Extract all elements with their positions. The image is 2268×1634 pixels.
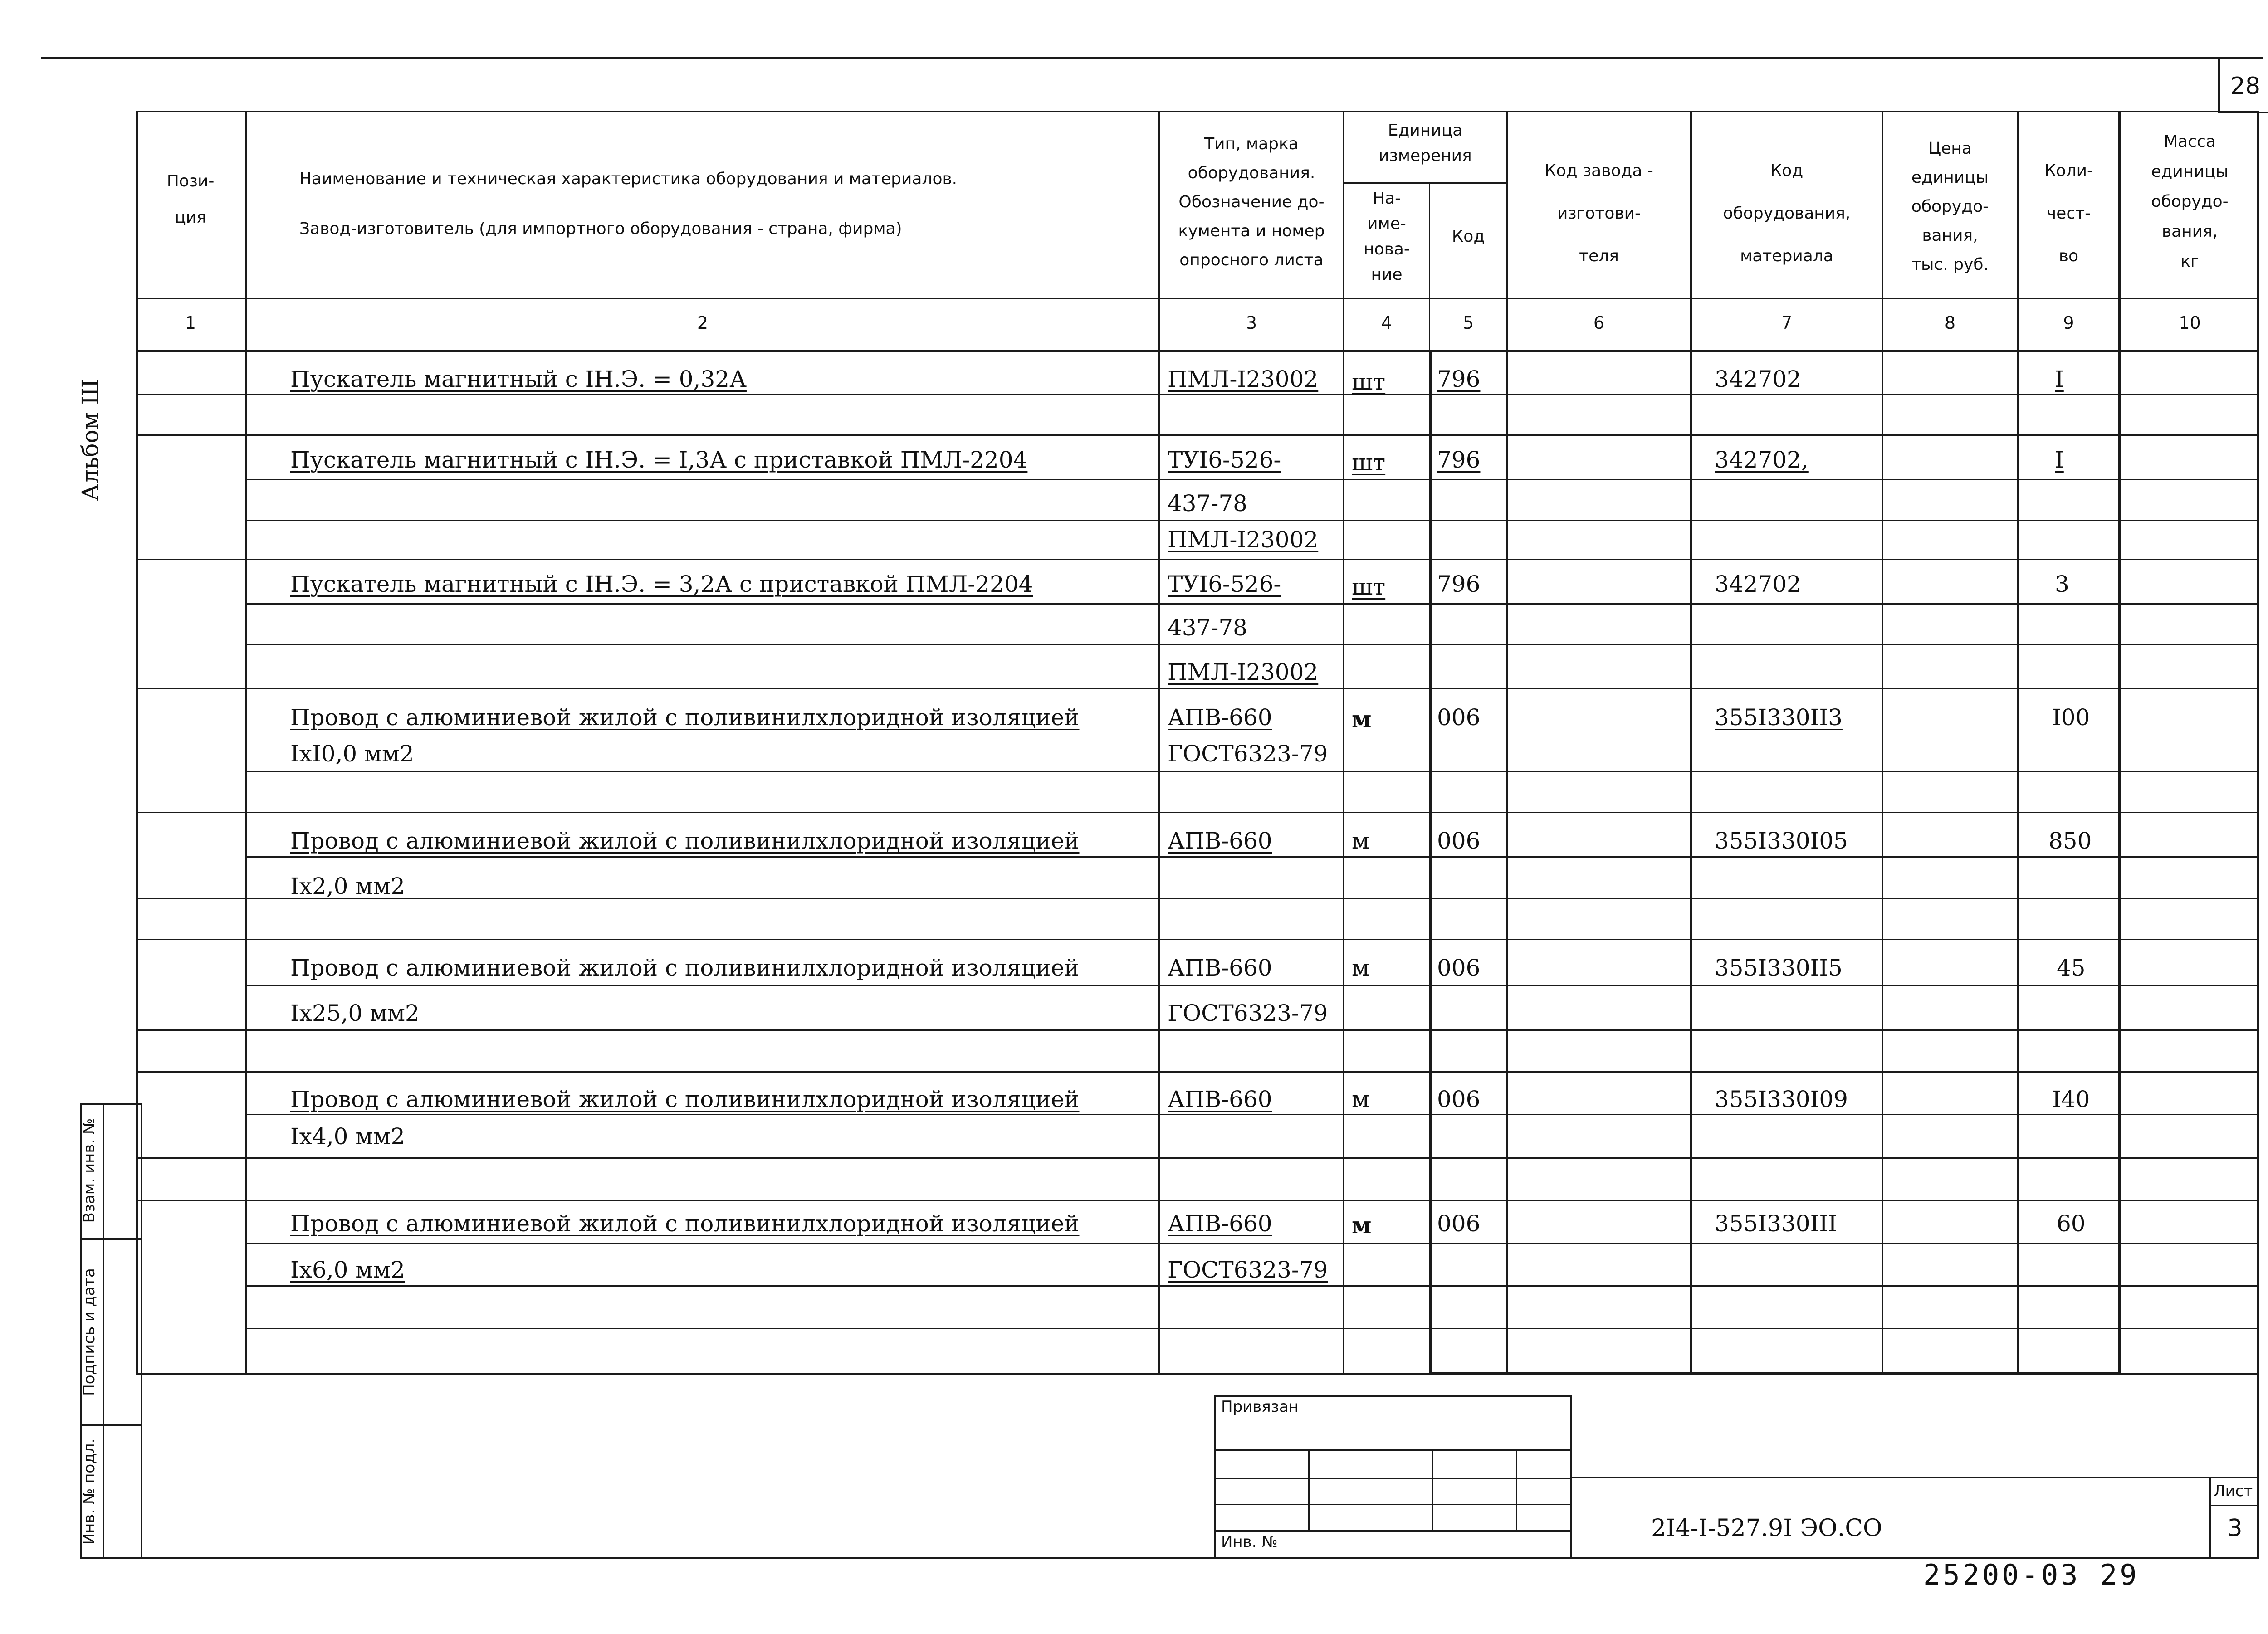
row-type: АПВ-660 xyxy=(1168,1086,1272,1112)
row-unit-code: 796 xyxy=(1437,366,1481,392)
row-unit-code: 006 xyxy=(1437,704,1481,731)
header-unit-group: Единица измерения xyxy=(1378,121,1472,165)
linked-box-col xyxy=(1308,1449,1310,1530)
row-name: Провод с алюминиевой жилой с поливинилхлоридной изоляцией xyxy=(290,828,1080,854)
row-rule xyxy=(247,1114,2259,1115)
row-code: 355I330I09 xyxy=(1715,1086,1848,1112)
row-name: Iх2,0 мм2 xyxy=(290,873,405,899)
row-unit: шт xyxy=(1352,369,1386,395)
row-type: ПМЛ-I23002 xyxy=(1168,527,1319,553)
col-number-7: 7 xyxy=(1781,313,1793,333)
row-unit-code: 006 xyxy=(1437,955,1481,981)
header-type: Тип, марка оборудования. Обозначение до- кумента и номер опросного листа xyxy=(1178,135,1325,269)
col-line-3 xyxy=(1343,111,1344,1374)
row-rule xyxy=(136,1200,2259,1201)
row-type: ГОСТ6323-79 xyxy=(1168,1257,1328,1283)
row-rule xyxy=(247,771,2259,772)
col-number-2: 2 xyxy=(697,313,709,333)
header-unit-code: Код xyxy=(1452,227,1485,246)
header-name: Наименование и техническая характеристика оборудования и материалов. Завод-изготовитель (для импортного оборудования - страна, фирма) xyxy=(299,170,958,238)
row-code: 342702 xyxy=(1715,571,1801,597)
row-rule xyxy=(136,1071,2259,1073)
row-name: Пускатель магнитный с IН.Э. = I,3А с приставкой ПМЛ-2204 xyxy=(290,447,1028,473)
sheet-number: 3 xyxy=(2227,1515,2243,1542)
row-rule xyxy=(247,1243,2259,1244)
col-line-5 xyxy=(1506,111,1508,1374)
side-strip-row-rule xyxy=(80,1238,142,1240)
row-qty: 45 xyxy=(2057,955,2086,981)
row-code: 355I330III xyxy=(1715,1210,1837,1237)
row-type: ПМЛ-I23002 xyxy=(1168,366,1319,392)
row-type: АПВ-660 xyxy=(1168,828,1272,854)
unit-group-rule xyxy=(1343,182,1506,184)
row-type: 437-78 xyxy=(1168,490,1247,517)
row-name: Пускатель магнитный с IН.Э. = 3,2А с приставкой ПМЛ-2204 xyxy=(290,571,1033,597)
row-qty: 60 xyxy=(2057,1210,2086,1237)
row-name: Iх6,0 мм2 xyxy=(290,1257,405,1283)
linked-label: Привязан xyxy=(1221,1398,1299,1416)
col-line-4 xyxy=(1429,182,1430,350)
side-label-signature: Подпись и дата xyxy=(80,1268,98,1396)
page-number-box-left xyxy=(2218,59,2220,112)
doc-code-top-rule xyxy=(1570,1477,2259,1478)
row-unit: м xyxy=(1352,706,1372,732)
col-number-8: 8 xyxy=(1944,313,1956,333)
row-rule xyxy=(247,1285,2259,1287)
row-unit: шт xyxy=(1352,449,1386,476)
side-label-inventory: Инв. № подл. xyxy=(80,1438,98,1545)
row-qty: I xyxy=(2055,447,2064,473)
side-label-replacement: Взам. инв. № xyxy=(80,1118,98,1223)
header-price: Цена единицы оборудо- вания, тыс. руб. xyxy=(1911,139,1989,274)
col-line-4-body xyxy=(1429,350,1432,1374)
sheet-box-rule xyxy=(2209,1505,2259,1506)
row-rule xyxy=(247,856,2259,858)
col-line-1 xyxy=(245,111,247,1374)
row-rule xyxy=(247,985,2259,986)
row-type: ТУI6-526- xyxy=(1168,447,1281,473)
linked-box-rule xyxy=(1214,1530,1572,1532)
row-type: ТУI6-526- xyxy=(1168,571,1281,597)
row-unit-code: 796 xyxy=(1437,571,1481,597)
inventory-number-label: Инв. № xyxy=(1221,1533,1278,1551)
row-type: АПВ-660 xyxy=(1168,955,1272,981)
linked-box-col xyxy=(1516,1449,1517,1530)
row-rule xyxy=(247,603,2259,605)
row-code: 342702 xyxy=(1715,366,1801,392)
row-type: ГОСТ6323-79 xyxy=(1168,741,1328,767)
row-unit-code: 006 xyxy=(1437,828,1481,854)
row-name: Iх4,0 мм2 xyxy=(290,1123,405,1150)
table-bottom-rule xyxy=(136,1373,2259,1375)
row-name: Провод с алюминиевой жилой с поливинилхлоридной изоляцией xyxy=(290,1210,1080,1237)
sheet-label: Лист xyxy=(2214,1482,2253,1500)
row-rule xyxy=(136,394,2259,395)
col-line-8 xyxy=(2017,111,2019,1374)
linked-box-rule xyxy=(1214,1478,1572,1479)
album-label: Альбом Ш xyxy=(77,379,103,501)
header-bottom-rule xyxy=(136,298,2259,299)
col-line-9 xyxy=(2118,111,2121,1374)
header-position: Пози- ция xyxy=(166,172,215,227)
row-qty: I00 xyxy=(2052,704,2090,731)
col-number-9: 9 xyxy=(2063,313,2074,333)
row-unit-code: 006 xyxy=(1437,1086,1481,1112)
row-qty: I40 xyxy=(2052,1086,2090,1112)
row-rule xyxy=(136,1157,2259,1159)
row-code: 355I330II3 xyxy=(1715,704,1843,731)
row-type: АПВ-660 xyxy=(1168,704,1272,731)
linked-box-rule xyxy=(1214,1449,1572,1451)
row-unit: шт xyxy=(1352,574,1386,600)
col-line-6 xyxy=(1690,111,1692,1374)
col-number-1: 1 xyxy=(185,313,196,333)
header-equipment-code: Код оборудования, материала xyxy=(1723,161,1851,265)
row-code: 355I330II5 xyxy=(1715,955,1843,981)
row-rule xyxy=(136,559,2259,560)
row-type: АПВ-660 xyxy=(1168,1210,1272,1237)
row-unit: м xyxy=(1352,828,1369,854)
row-qty: 850 xyxy=(2048,828,2092,854)
row-unit: м xyxy=(1352,955,1369,981)
row-unit-code: 796 xyxy=(1437,447,1481,473)
row-rule xyxy=(136,688,2259,689)
row-rule xyxy=(247,479,2259,480)
row-unit: м xyxy=(1352,1086,1369,1112)
row-name: Пускатель магнитный с IН.Э. = 0,32А xyxy=(290,366,747,392)
row-rule xyxy=(247,1328,2259,1329)
linked-box-rule xyxy=(1214,1504,1572,1505)
row-name: Провод с алюминиевой жилой с поливинилхлоридной изоляцией xyxy=(290,704,1080,731)
row-rule xyxy=(136,812,2259,813)
bottom-archive-code: 25200-03 29 xyxy=(1923,1558,2140,1591)
row-qty: I xyxy=(2055,366,2064,392)
document-code: 2I4-I-527.9I ЭО.СО xyxy=(1651,1515,1882,1542)
colnum-bottom-rule xyxy=(136,350,2259,352)
row-rule xyxy=(247,520,2259,521)
col-number-5: 5 xyxy=(1462,313,1474,333)
row-name: Iх25,0 мм2 xyxy=(290,1000,420,1026)
header-mass: Масса единицы оборудо- вания, кг xyxy=(2151,132,2229,271)
row-name: Провод с алюминиевой жилой с поливинилхлоридной изоляцией xyxy=(290,1086,1080,1112)
row-type: ПМЛ-I23002 xyxy=(1168,659,1319,685)
header-factory-code: Код завода - изготови- теля xyxy=(1545,161,1653,265)
row-rule xyxy=(136,434,2259,436)
linked-box-col xyxy=(1432,1449,1433,1530)
row-code: 342702, xyxy=(1715,447,1809,473)
row-type: 437-78 xyxy=(1168,615,1247,641)
side-strip-divider xyxy=(103,1103,104,1559)
row-rule xyxy=(136,1029,2259,1031)
row-unit-code: 006 xyxy=(1437,1210,1481,1237)
row-type: ГОСТ6323-79 xyxy=(1168,1000,1328,1026)
col-number-4: 4 xyxy=(1381,313,1393,333)
row-name: IxI0,0 мм2 xyxy=(290,741,414,767)
header-quantity: Коли- чест- во xyxy=(2044,161,2093,265)
col-line-2 xyxy=(1158,111,1160,1374)
row-rule xyxy=(136,939,2259,940)
col-number-10: 10 xyxy=(2179,313,2201,333)
row-rule xyxy=(136,898,2259,899)
page-number: 28 xyxy=(2230,73,2261,100)
row-code: 355I330I05 xyxy=(1715,828,1848,854)
header-unit-name: На- име- нова- ние xyxy=(1364,189,1410,284)
row-unit: м xyxy=(1352,1212,1372,1239)
top-rule xyxy=(41,57,2263,59)
row-name: Провод с алюминиевой жилой с поливинилхлоридной изоляцией xyxy=(290,955,1080,981)
row-rule xyxy=(247,644,2259,645)
row-qty: 3 xyxy=(2055,571,2069,597)
col-number-6: 6 xyxy=(1593,313,1605,333)
col-line-7 xyxy=(1882,111,1883,1374)
col-number-3: 3 xyxy=(1246,313,1257,333)
